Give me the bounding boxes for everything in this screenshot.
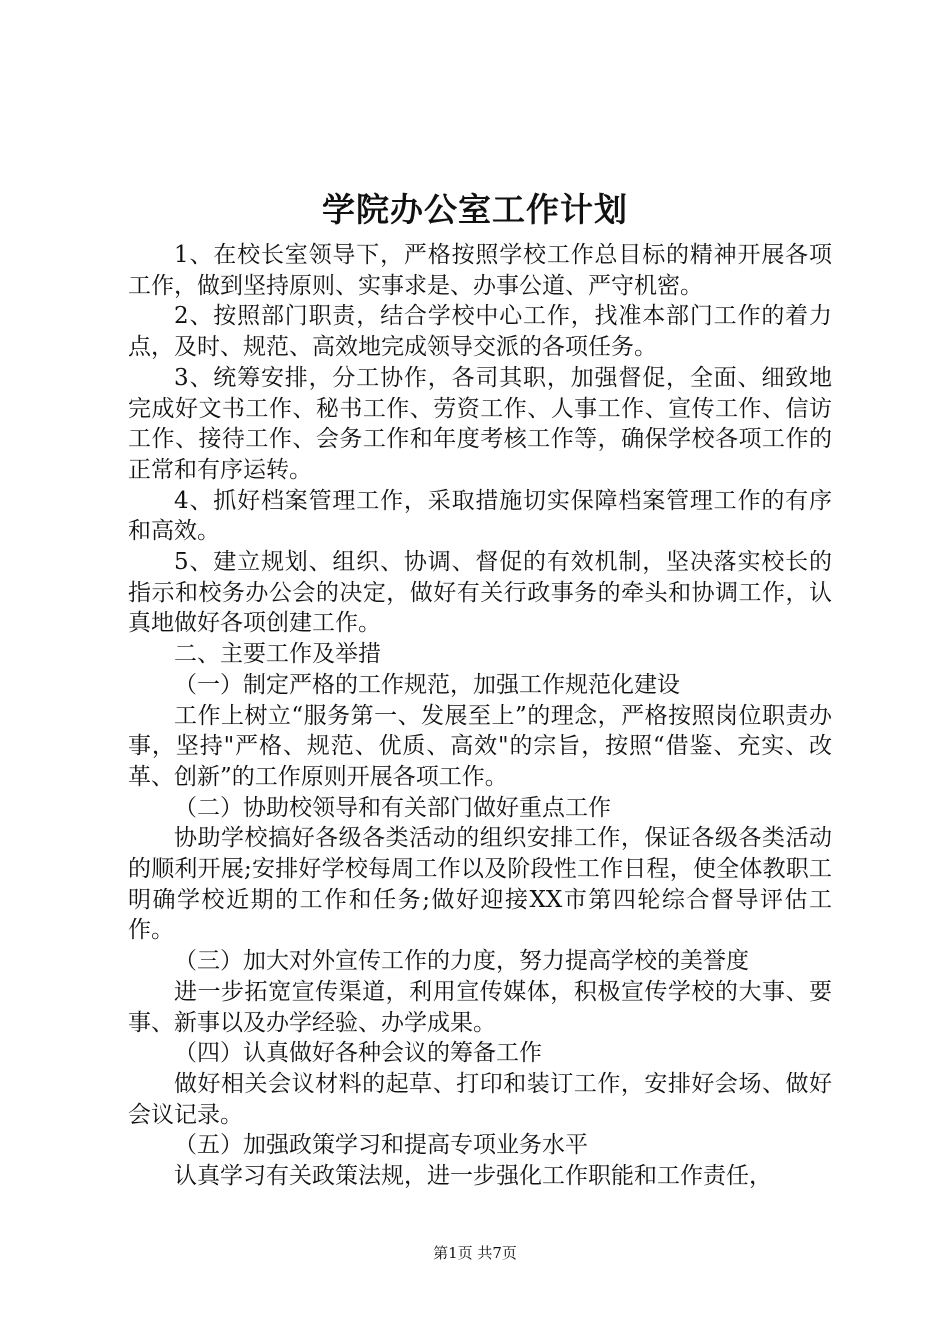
paragraph-4: 4、抓好档案管理工作，采取措施切实保障档案管理工作的有序和高效。 [128, 487, 832, 545]
paragraph-8: 进一步拓宽宣传渠道，利用宣传媒体，积极宣传学校的大事、要事、新事以及办学经验、办学成果。 [128, 978, 832, 1036]
document-title: 学院办公室工作计划 [322, 190, 628, 229]
paragraph-1: 1、在校长室领导下，严格按照学校工作总目标的精神开展各项工作，做到坚持原则、实事求是、办事公道、严守机密。 [128, 242, 832, 299]
document-body [128, 240, 832, 1192]
subheading-2: （二）协助校领导和有关部门做好重点工作 [174, 794, 611, 821]
subheading-4: （四）认真做好各种会议的筹备工作 [174, 1040, 542, 1067]
paragraph-7: 协助学校搞好各级各类活动的组织安排工作，保证各级各类活动的顺利开展;安排好学校每周工作以及阶段性工作日程，使全体教职工明确学校近期的工作和任务;做好迎接XX市第四轮综合督导评估工作。 [128, 825, 832, 944]
subheading-5: （五）加强政策学习和提高专项业务水平 [174, 1132, 588, 1159]
subheading-1: （一）制定严格的工作规范，加强工作规范化建设 [174, 671, 680, 698]
paragraph-3: 3、统筹安排，分工协作，各司其职，加强督促，全面、细致地完成好文书工作、秘书工作、劳资工作、人事工作、宣传工作、信访工作、接待工作、会务工作和年度考核工作等，确保学校各项工作的正常和有序运转。 [128, 364, 832, 483]
subheading-3: （三）加大对外宣传工作的力度，努力提高学校的美誉度 [174, 948, 749, 975]
paragraph-5: 5、建立规划、组织、协调、督促的有效机制，坚决落实校长的指示和校务办公会的决定，做好有关行政事务的牵头和协调工作，认真地做好各项创建工作。 [128, 549, 832, 637]
paragraph-9: 做好相关会议材料的起草、打印和装订工作，安排好会场、做好会议记录。 [128, 1070, 832, 1128]
paragraph-10: 认真学习有关政策法规，进一步强化工作职能和工作责任， [174, 1163, 772, 1190]
section-heading-main-work: 二、主要工作及举措 [174, 641, 381, 668]
paragraph-6: 工作上树立“服务第一、发展至上”的理念，严格按照岗位职责办事，坚持"严格、规范、优质、高效"的宗旨，按照“借鉴、充实、改革、创新”的工作原则开展各项工作。 [128, 702, 832, 790]
page-number-footer: 第1页 共7页 [433, 1244, 517, 1262]
paragraph-2: 2、按照部门职责，结合学校中心工作，找准本部门工作的着力点，及时、规范、高效地完成领导交派的各项任务。 [128, 303, 832, 361]
